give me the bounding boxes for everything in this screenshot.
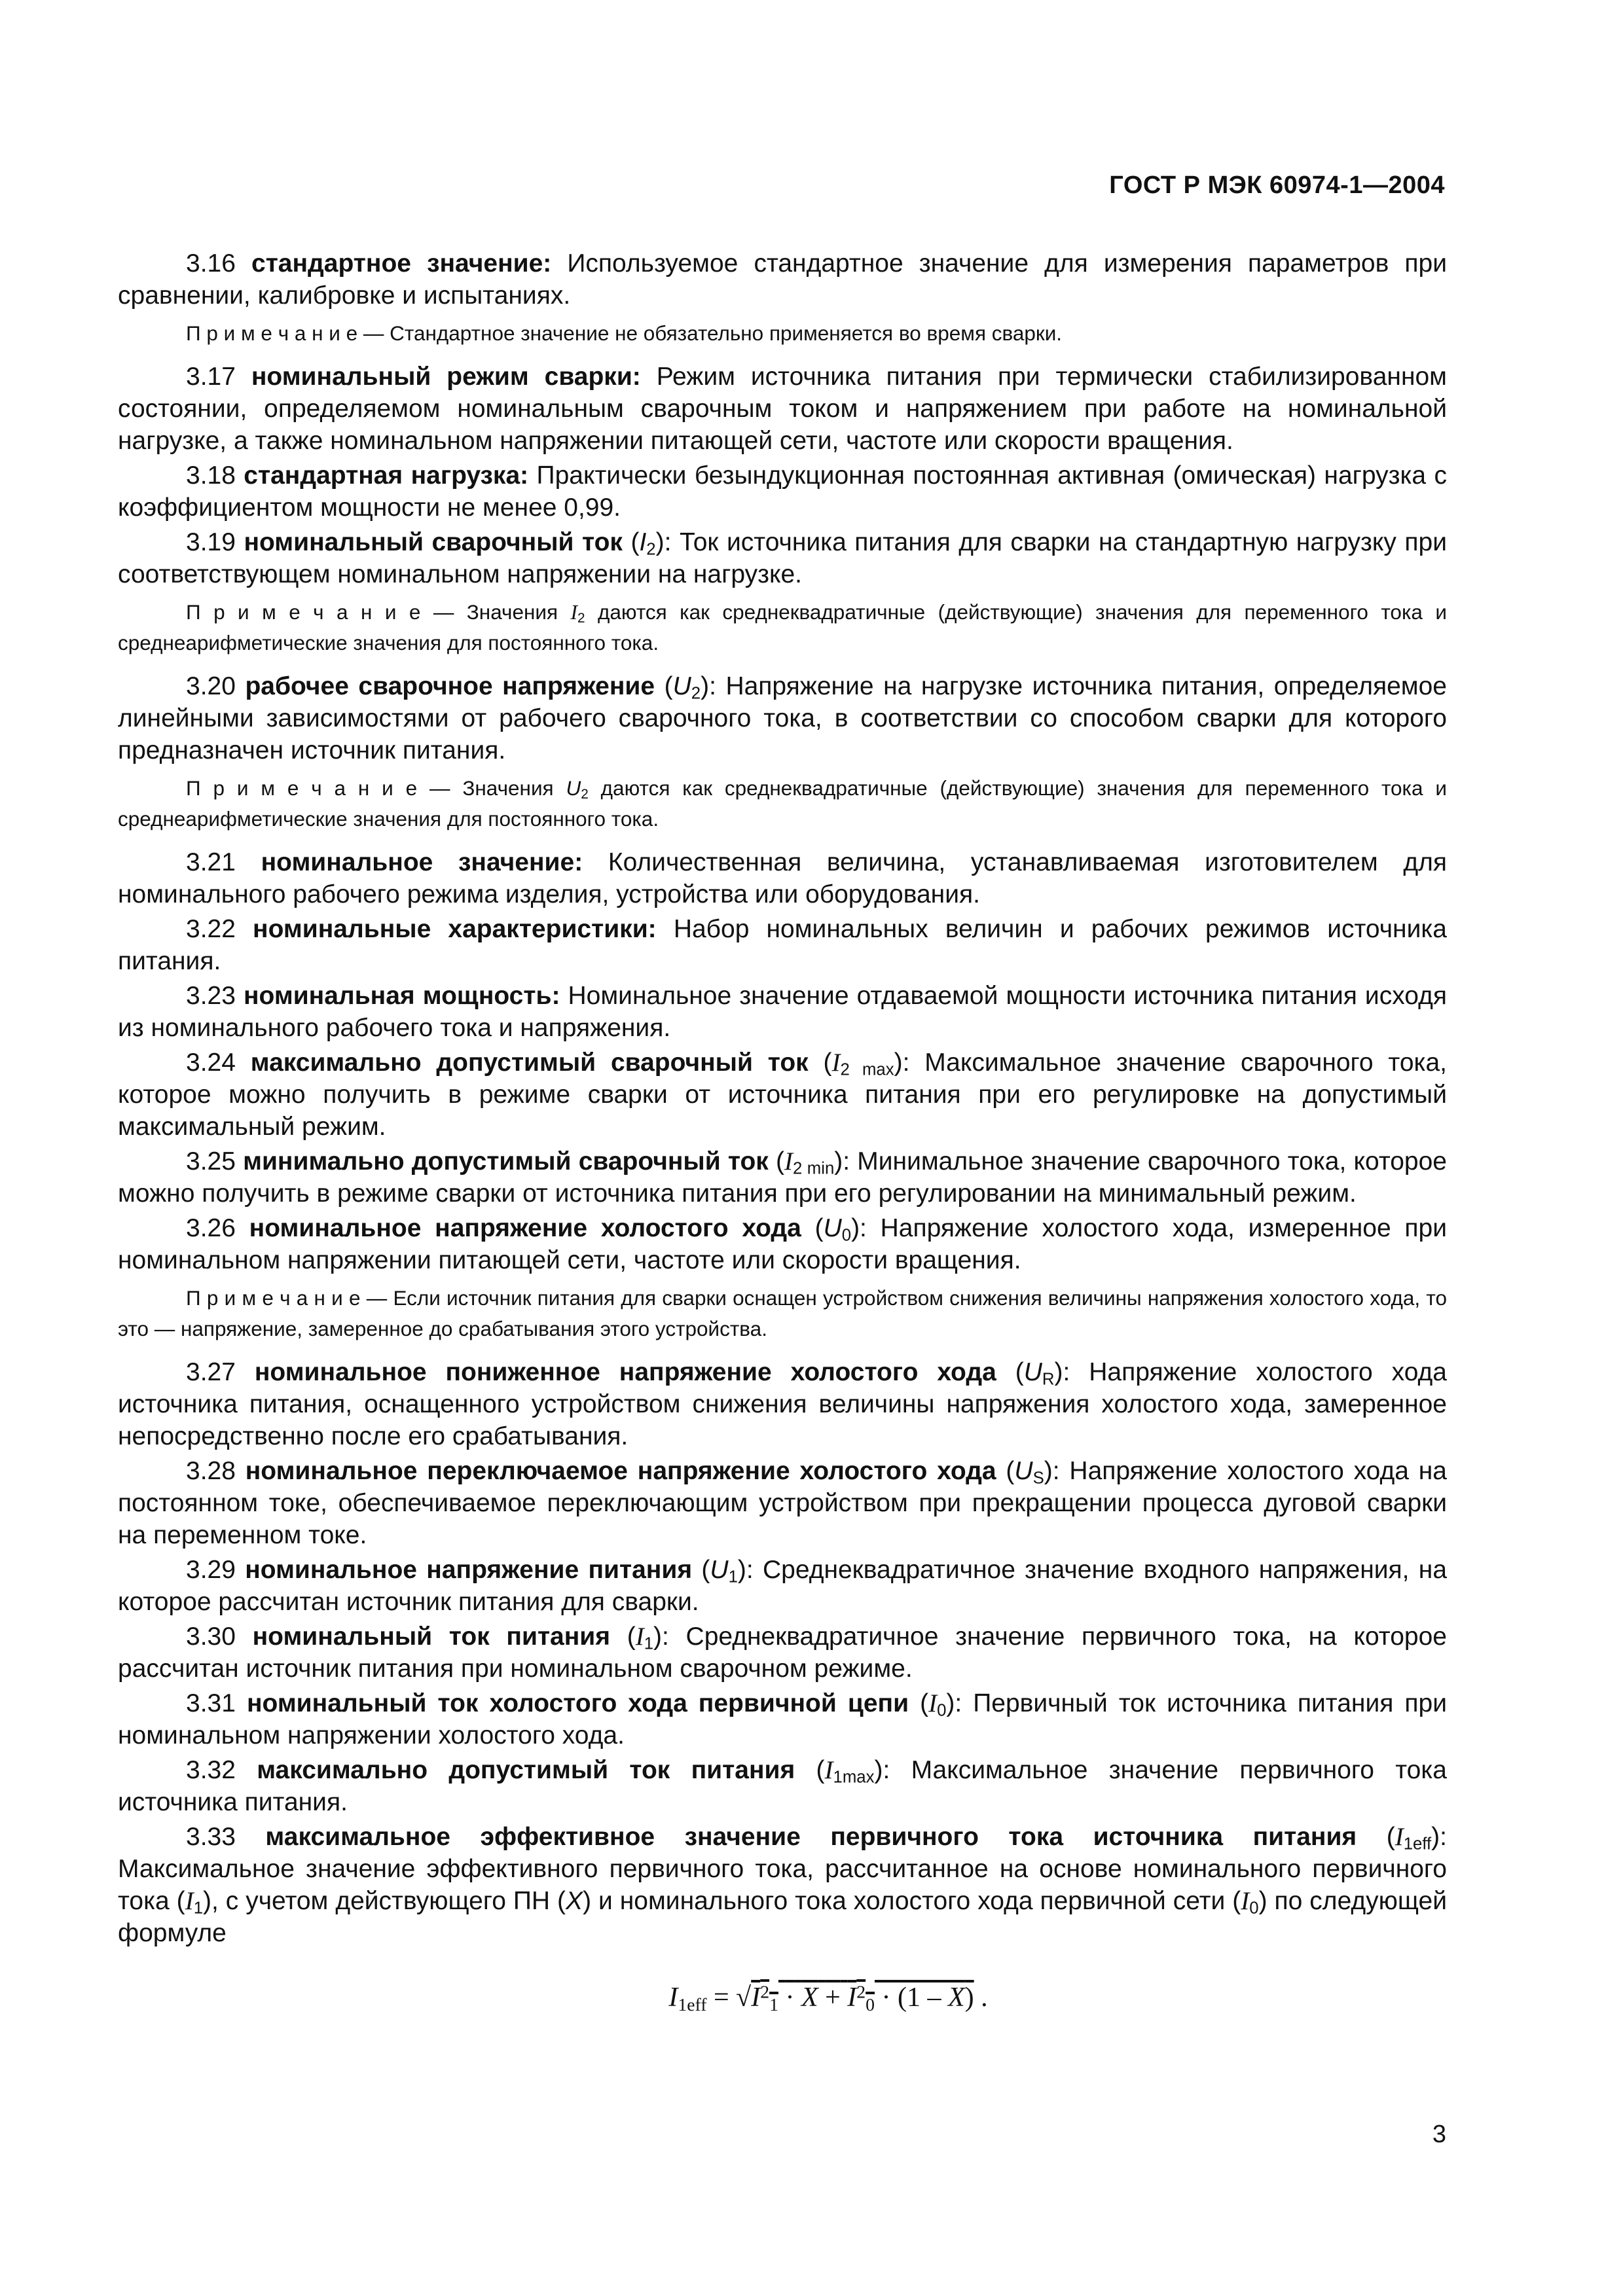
symbol: I — [824, 1756, 833, 1784]
formula-i1-power: 2 — [760, 1981, 770, 2002]
term: номинальное напряжение холостого хода — [249, 1214, 801, 1242]
clause-number: 3.21 — [186, 848, 236, 876]
formula-i1-subscript: 1 — [769, 1994, 778, 2015]
term: номинальный сварочный ток — [244, 528, 623, 556]
symbol-i0-subscript: 0 — [1249, 1899, 1259, 1918]
note-label: П р и м е ч а н и е — — [186, 321, 384, 345]
clause-3-22 — [118, 913, 1447, 977]
symbol: I — [831, 1049, 841, 1077]
symbol-subscript: 2 — [646, 540, 656, 559]
note-text: даются как среднеквадратичные (действующие) значения для переменного тока и среднеарифметические значения для постоянного тока. — [118, 776, 1447, 831]
symbol-i0: I — [1241, 1887, 1250, 1915]
term: стандартная нагрузка: — [244, 461, 529, 490]
clause-number: 3.25 — [186, 1147, 236, 1175]
definition: Первичный ток источника питания при номинальном напряжении холостого хода. — [118, 1689, 1447, 1749]
symbol-i1: I — [185, 1887, 194, 1915]
formula-end: . — [981, 1982, 988, 2013]
clause-3-26: 3.26 номинальное напряжение холостого хода $(U_0)$: Напряжение холостого хода, измеренное при номинальном напряжении питающей сети, частоте или скорости вращения. — [118, 1214, 1447, 1274]
term: номинальный режим сварки: — [251, 363, 641, 391]
document-body — [118, 247, 1447, 2017]
note-prefix: Значения — [462, 776, 554, 800]
formula-x: X — [801, 1982, 818, 2013]
formula-i1: I — [751, 1982, 761, 2013]
formula-lhs-subscript: 1eff — [678, 1994, 707, 2015]
clause-number: 3.17 — [186, 363, 236, 391]
definition: Напряжение холостого хода на постоянном токе, обеспечиваемое переключающим устройством при прекращении процесса дуговой сварки на переменном токе. — [118, 1457, 1447, 1549]
definition: Напряжение холостого хода, измеренное при номинальном напряжении питающей сети, частоте или скорости вращения. — [118, 1214, 1447, 1274]
formula-i0-power: 2 — [856, 1981, 866, 2002]
symbol: I — [635, 1623, 644, 1651]
definition: Ток источника питания для сварки на стандартную нагрузку при соответствующем номинальном напряжении на нагрузке. — [118, 528, 1447, 588]
formula-x-2: X — [948, 1982, 965, 2013]
definition-part-a: Максимальное значение эффективного первичного тока, рассчитанное на основе номинального первичного тока — [118, 1855, 1447, 1915]
clause-number: 3.16 — [186, 249, 236, 278]
clause-number: 3.30 — [186, 1623, 236, 1651]
clause-3-20: 3.20 рабочее сварочное напряжение $(U_2)$: Напряжение на нагрузке источника питания, определяемое линейными зависимостями от рабочего сварочного тока, в соответствии со способом сварки для которого предназначен источник питания. — [118, 672, 1447, 764]
clause-number: 3.26 — [186, 1214, 236, 1242]
symbol-x: X — [566, 1887, 583, 1915]
clause-number: 3.23 — [186, 982, 236, 1010]
clause-3-27: 3.27 номинальное пониженное напряжение холостого хода $(U_R)$: Напряжение холостого хода источника питания, оснащенного устройством снижения величины напряжения холостого хода, замеренное непосредственно после его срабатывания. — [118, 1358, 1447, 1450]
formula-plus: + — [825, 1982, 841, 2013]
symbol-subscript: 0 — [841, 1226, 852, 1245]
definition: Режим источника питания при термически стабилизированном состоянии, определяемом номинальным сварочным током и напряжением при работе на номинальной нагрузке, а также номинальном напряжении питающей сети, частоте или скорости вращения. — [118, 363, 1447, 455]
clause-3-28: 3.28 номинальное переключаемое напряжение холостого хода $(U_S)$: Напряжение холостого хода на постоянном токе, обеспечиваемое переключающим устройством при прекращении процесса дуговой сварки на переменном токе. — [118, 1457, 1447, 1549]
symbol-subscript: 0 — [937, 1701, 947, 1720]
clause-number: 3.32 — [186, 1756, 236, 1784]
definition: Среднеквадратичное значение входного напряжения, на которое рассчитан источник питания для сварки. — [118, 1556, 1448, 1616]
note-label: П р и м е ч а н и е — — [186, 1286, 388, 1310]
clause-3-32: 3.32 максимально допустимый ток питания $(I_{1max})$: Максимальное значение первичного тока источника питания. — [118, 1756, 1447, 1816]
clause-3-30: 3.30 номинальный ток питания $(I_1)$: Среднеквадратичное значение первичного тока, на которое рассчитан источник питания при номинальном сварочном режиме. — [118, 1623, 1447, 1683]
formula-equals: = — [713, 1982, 729, 2013]
definition: Практически безындукционная постоянная активная (омическая) нагрузка с коэффициентом мощности не менее 0,99. — [118, 461, 1447, 522]
clause-number: 3.22 — [186, 915, 236, 943]
clause-3-16 — [118, 247, 1447, 312]
symbol-subscript: 2 — [691, 684, 701, 703]
term: рабочее сварочное напряжение — [245, 672, 655, 700]
clause-3-23 — [118, 980, 1447, 1044]
symbol: U — [710, 1556, 729, 1584]
definition: Напряжение холостого хода источника питания, оснащенного устройством снижения величины напряжения холостого хода, замеренное непосредственно после его срабатывания. — [118, 1358, 1447, 1450]
term: стандартное значение: — [251, 249, 552, 278]
formula-i0: I — [847, 1982, 857, 2013]
term: минимально допустимый сварочный ток — [243, 1147, 769, 1175]
definition: Напряжение на нагрузке источника питания, определяемое линейными зависимостями от рабочего сварочного тока, в соответствии со способом сварки для которого предназначен источник питания. — [118, 672, 1447, 764]
term: номинальные характеристики: — [253, 915, 657, 943]
note-text: Стандартное значение не обязательно применяется во время сварки. — [390, 321, 1063, 345]
term: максимальное эффективное значение первичного тока источника питания — [265, 1823, 1357, 1851]
term: номинальное напряжение питания — [245, 1556, 693, 1584]
symbol-subscript: 1 — [644, 1634, 654, 1653]
document-header: ГОСТ Р МЭК 60974-1—2004 — [1109, 171, 1445, 199]
clause-3-29: 3.29 номинальное напряжение питания $(U_1)$: Среднеквадратичное значение входного напряжения, на которое рассчитан источник питания для сварки. — [118, 1556, 1448, 1616]
symbol-subscript: R — [1042, 1370, 1055, 1389]
term: номинальный ток холостого хода первичной цепи — [246, 1689, 909, 1717]
symbol: I — [639, 528, 647, 556]
clause-number: 3.20 — [186, 672, 236, 700]
clause-3-21 — [118, 846, 1447, 910]
clause-3-19: 3.19 номинальный сварочный ток $(I_2)$: Ток источника питания для сварки на стандартную нагрузку при соответствующем номинальном напряжении на нагрузке. — [118, 528, 1447, 588]
term: максимально допустимый ток питания — [257, 1756, 795, 1784]
symbol-i1-subscript: 1 — [193, 1899, 203, 1918]
symbol-subscript: 2 — [581, 787, 589, 802]
formula-paren-open: (1 – — [898, 1982, 941, 2013]
term: номинальное значение: — [261, 848, 583, 876]
page-number: 3 — [1432, 2121, 1446, 2148]
definition: Используемое стандартное значение для измерения параметров при сравнении, калибровке и испытаниях. — [118, 249, 1447, 310]
definition: Номинальное значение отдаваемой мощности источника питания исходя из номинального рабочего тока и напряжения. — [118, 982, 1447, 1042]
clause-3-25: 3.25 минимально допустимый сварочный ток $(I_{2 min})$: Минимальное значение сварочного тока, которое можно получить в режиме сварки от источника питания при его регулировании на минимальный режим. — [118, 1147, 1447, 1208]
term: номинальное пониженное напряжение холостого хода — [254, 1358, 996, 1386]
clause-number: 3.31 — [186, 1689, 236, 1717]
formula-paren-close: ) — [964, 1982, 974, 2013]
definition: Максимальное значение первичного тока источника питания. — [118, 1756, 1447, 1816]
note-3-19 — [118, 597, 1447, 658]
formula-radicand — [751, 1982, 974, 2013]
clause-number: 3.29 — [186, 1556, 236, 1584]
symbol: I — [570, 601, 577, 624]
note-label: П р и м е ч а н и е — — [186, 600, 454, 624]
note-3-16 — [118, 318, 1447, 349]
definition: Минимальное значение сварочного тока, которое можно получить в режиме сварки от источника питания при его регулировании на минимальный режим. — [118, 1147, 1447, 1208]
symbol-subscript: 1 — [728, 1568, 738, 1587]
clause-3-17 — [118, 361, 1447, 457]
clause-number: 3.33 — [186, 1823, 236, 1851]
definition: Количественная величина, устанавливаемая изготовителем для номинального рабочего режима изделия, устройства или оборудования. — [118, 848, 1447, 908]
symbol-subscript: 1max — [833, 1768, 875, 1787]
symbol-subscript: S — [1032, 1469, 1044, 1488]
symbol: I — [1395, 1823, 1404, 1851]
formula-dot: · — [785, 1982, 795, 2013]
clause-number: 3.18 — [186, 461, 236, 490]
symbol-subscript: 2 max — [840, 1060, 894, 1079]
term: номинальная мощность: — [243, 982, 560, 1010]
symbol-subscript: 2 — [577, 611, 585, 626]
note-3-26 — [118, 1283, 1447, 1344]
symbol: I — [928, 1689, 938, 1717]
term: номинальное переключаемое напряжение холостого хода — [245, 1457, 996, 1485]
clause-3-31: 3.31 номинальный ток холостого хода первичной цепи $(I_0)$: Первичный ток источника питания при номинальном напряжении холостого хода. — [118, 1689, 1447, 1749]
definition: Максимальное значение сварочного тока, которое можно получить в режиме сварки от источника питания при его регулировке на допустимый максимальный режим. — [118, 1049, 1447, 1141]
symbol: I — [784, 1147, 793, 1175]
term: номинальный ток питания — [252, 1623, 611, 1651]
definition-part-d: по следующей формуле — [118, 1887, 1448, 1947]
definition-part-c: и номинального тока холостого хода первичной сети — [598, 1887, 1226, 1915]
note-text: даются как среднеквадратичные (действующие) значения для переменного тока и среднеарифметические значения для постоянного тока. — [118, 600, 1447, 655]
formula-lhs: I — [668, 1982, 678, 2013]
definition: Набор номинальных величин и рабочих режимов источника питания. — [118, 915, 1447, 975]
definition: Среднеквадратичное значение первичного тока, на которое рассчитан источник питания при номинальном сварочном режиме. — [118, 1623, 1447, 1683]
clause-number: 3.28 — [186, 1457, 236, 1485]
clause-3-24: 3.24 максимально допустимый сварочный ток $(I_{2 max})$: Максимальное значение сварочного тока, которое можно получить в режиме сварки от источника питания при его регулировке на допустимый максимальный режим. — [118, 1049, 1447, 1141]
symbol: U — [672, 672, 691, 700]
note-label: П р и м е ч а н и е — — [186, 776, 450, 800]
symbol: U — [566, 776, 581, 800]
sqrt-icon: √ — [736, 1982, 752, 2013]
note-3-20 — [118, 773, 1447, 834]
note-prefix: Значения — [466, 600, 558, 624]
clause-number: 3.24 — [186, 1049, 236, 1077]
symbol-subscript: 2 min — [792, 1159, 835, 1178]
formula-i0-subscript: 0 — [866, 1994, 875, 2015]
note-text: Если источник питания для сварки оснащен устройством снижения величины напряжения холостого хода, то это — напряжение, замеренное до срабатывания этого устройства. — [118, 1286, 1447, 1340]
symbol-subscript: 1eff — [1403, 1835, 1432, 1854]
clause-3-18 — [118, 459, 1447, 524]
symbol: U — [823, 1214, 842, 1242]
symbol: U — [1023, 1358, 1042, 1386]
clause-number: 3.19 — [186, 528, 236, 556]
formula-i1eff — [210, 1978, 1447, 2017]
definition-part-b: с учетом действующего ПН — [225, 1887, 551, 1915]
clause-3-33: 3.33 максимальное эффективное значение первичного тока источника питания $(I_{1eff})$: Максимальное значение эффективного первичного тока, рассчитанное на основе номинального первичного тока $(I_1)$, с учетом действующего ПН (X) и номинального тока холостого хода первичной сети $(I_0)$ по следующей формуле — [118, 1823, 1448, 1947]
clause-number: 3.27 — [186, 1358, 236, 1386]
term: максимально допустимый сварочный ток — [250, 1049, 809, 1077]
formula-dot-2: · — [881, 1982, 891, 2013]
symbol: U — [1014, 1457, 1033, 1485]
